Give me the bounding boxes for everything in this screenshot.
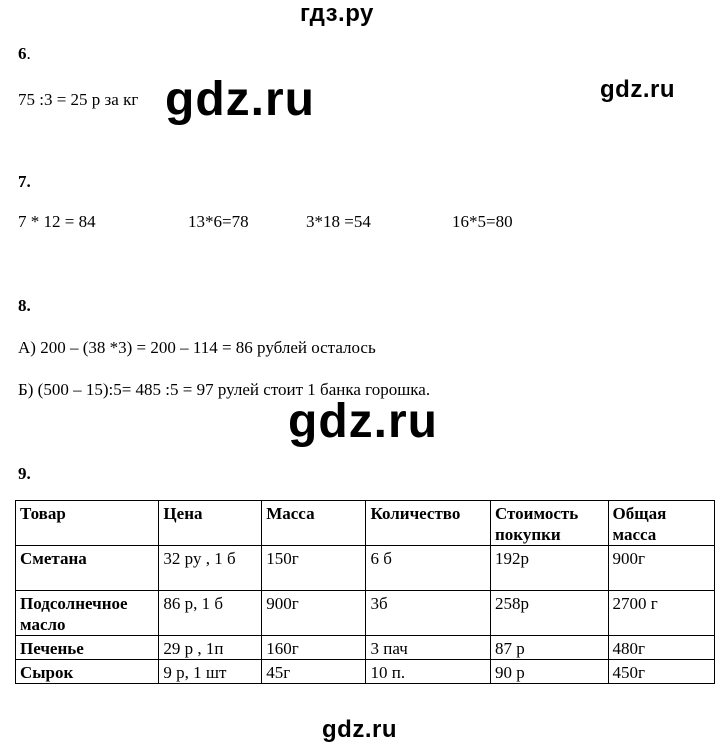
cell-mass: 45г xyxy=(262,660,366,684)
header-mass: Масса xyxy=(262,501,366,546)
watermark-top-right: gdz.ru xyxy=(600,76,675,103)
header-price: Цена xyxy=(159,501,262,546)
goods-table xyxy=(15,500,715,684)
cell-product: Печенье xyxy=(16,636,159,660)
cell-cost: 192р xyxy=(490,546,608,591)
cell-product: Подсолнечное масло xyxy=(16,591,159,636)
cell-quantity: 6 б xyxy=(366,546,491,591)
table-row xyxy=(16,546,715,591)
task-7-item-2: 13*6=78 xyxy=(188,212,249,231)
cell-mass: 900г xyxy=(262,591,366,636)
task-7-item-1: 7 * 12 = 84 xyxy=(18,212,96,231)
task-8-number: 8. xyxy=(18,296,31,315)
cell-cost: 258р xyxy=(490,591,608,636)
task-9-number: 9. xyxy=(18,464,31,483)
cell-quantity: 10 п. xyxy=(366,660,491,684)
table-row xyxy=(16,660,715,684)
table-row xyxy=(16,591,715,636)
task-8-line-a: А) 200 – (38 *3) = 200 – 114 = 86 рублей осталось xyxy=(18,338,376,357)
header-quantity: Количество xyxy=(366,501,491,546)
watermark-top-center: gdz.ru xyxy=(165,73,315,126)
cell-total-mass: 2700 г xyxy=(608,591,715,636)
header-product: Товар xyxy=(16,501,159,546)
task-8-line-b: Б) (500 – 15):5= 485 :5 = 97 рулей стоит 1 банка горошка. xyxy=(18,380,431,399)
cell-cost: 87 р xyxy=(490,636,608,660)
cell-total-mass: 450г xyxy=(608,660,715,684)
task-6-number xyxy=(18,44,31,64)
cell-mass: 150г xyxy=(262,546,366,591)
cell-cost: 90 р xyxy=(490,660,608,684)
table-row xyxy=(16,636,715,660)
table-header-row xyxy=(16,501,715,546)
task-6-solution: 75 :3 = 25 р за кг xyxy=(18,90,139,109)
cell-quantity: 3 пач xyxy=(366,636,491,660)
page-header-title: гдз.ру xyxy=(300,0,374,27)
cell-price: 86 р, 1 б xyxy=(159,591,262,636)
header-total-mass: Общая масса xyxy=(608,501,715,546)
cell-total-mass: 480г xyxy=(608,636,715,660)
watermark-middle: gdz.ru xyxy=(288,395,438,448)
cell-price: 32 ру , 1 б xyxy=(159,546,262,591)
cell-price: 29 р , 1п xyxy=(159,636,262,660)
task-7-item-4: 16*5=80 xyxy=(452,212,513,231)
task-7-item-3: 3*18 =54 xyxy=(306,212,371,231)
task-7-number: 7. xyxy=(18,172,31,191)
task-6-number-digit: 6 xyxy=(18,44,27,63)
cell-price: 9 р, 1 шт xyxy=(159,660,262,684)
cell-quantity: 3б xyxy=(366,591,491,636)
cell-product: Сырок xyxy=(16,660,159,684)
cell-total-mass: 900г xyxy=(608,546,715,591)
cell-mass: 160г xyxy=(262,636,366,660)
cell-product: Сметана xyxy=(16,546,159,591)
watermark-bottom: gdz.ru xyxy=(322,716,397,743)
header-cost: Стоимость покупки xyxy=(490,501,608,546)
task-6-number-dot: . xyxy=(26,44,31,63)
